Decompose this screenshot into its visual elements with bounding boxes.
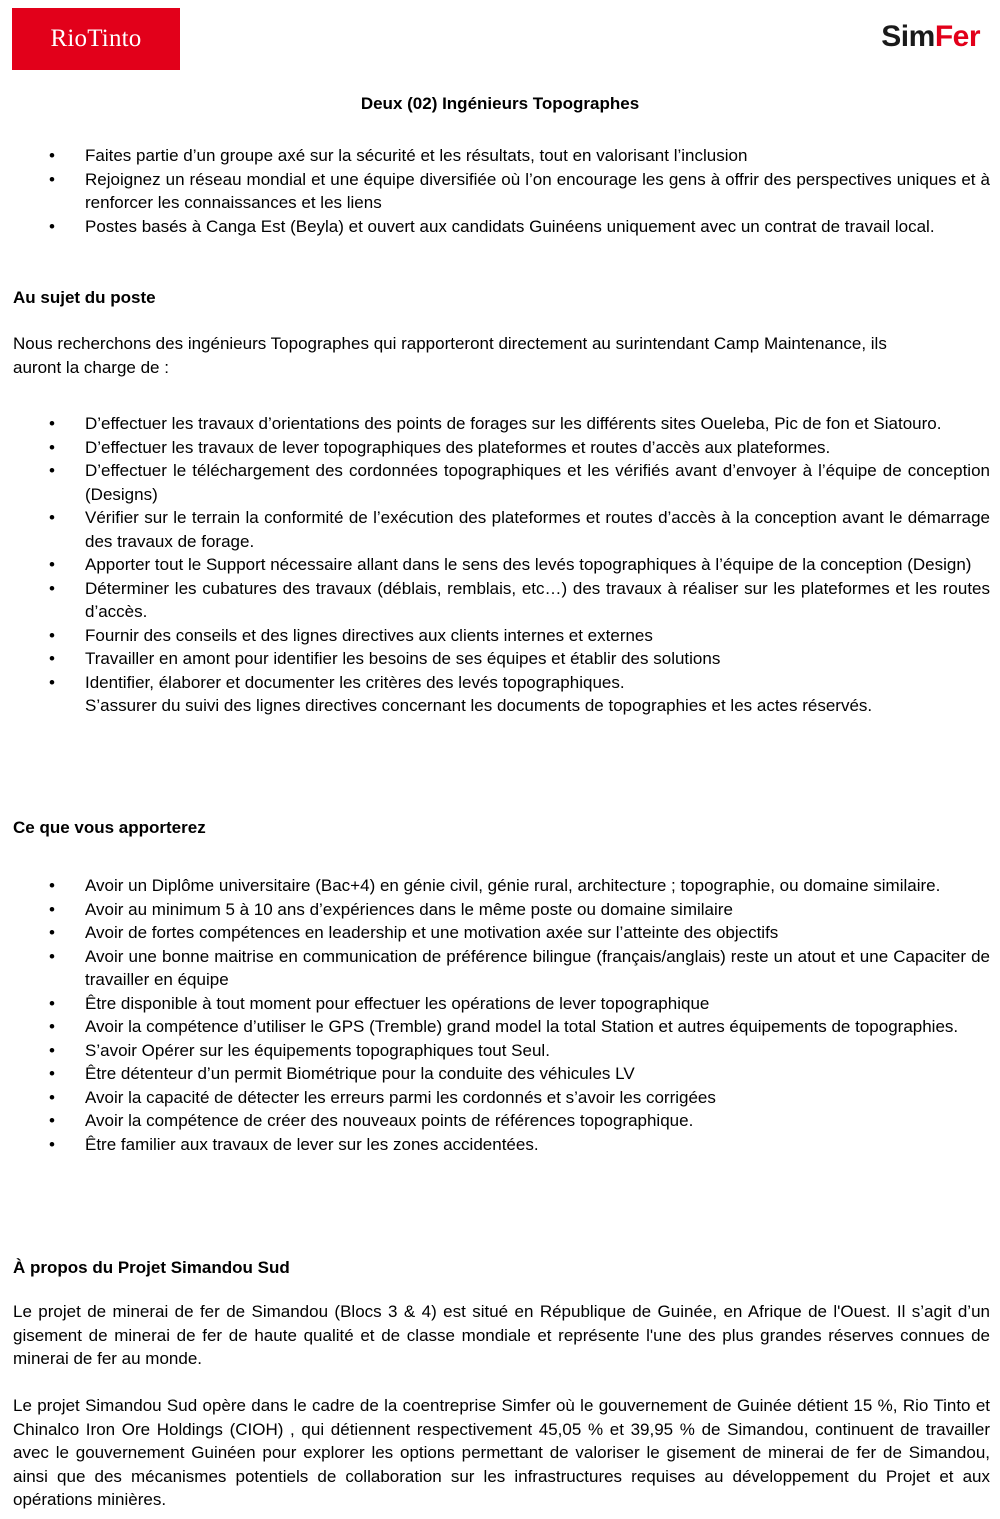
- poste-bullet-list: [13, 412, 990, 718]
- apport-bullet: • S’avoir Opérer sur les équipements topographiques tout Seul.: [13, 1039, 990, 1063]
- section-heading-projet: À propos du Projet Simandou Sud: [13, 1258, 290, 1277]
- intro-bullet: • Faites partie d’un groupe axé sur la sécurité et les résultats, tout en valorisant l’inclusion: [13, 144, 990, 168]
- simfer-logo-fer: Fer: [934, 20, 980, 53]
- apport-bullet: • Être disponible à tout moment pour effectuer les opérations de lever topographique: [13, 992, 990, 1016]
- poste-bullet: • Vérifier sur le terrain la conformité de l’exécution des plateformes et routes d’accès à la conception avant le démarrage des travaux de forage.: [13, 506, 990, 553]
- poste-bullet-text: Identifier, élaborer et documenter les critères des levés topographiques.: [85, 672, 625, 692]
- apport-bullet: • Avoir de fortes compétences en leadership et une motivation axée sur l’atteinte des objectifs: [13, 921, 990, 945]
- apport-bullet: • Avoir la capacité de détecter les erreurs parmi les cordonnés et s’avoir les corrigées: [13, 1086, 990, 1110]
- intro-bullet-list: [13, 144, 990, 238]
- apport-bullet: • Avoir un Diplôme universitaire (Bac+4) en génie civil, génie rural, architecture ; topographie, ou domaine similaire.: [13, 874, 990, 898]
- apport-bullet: • Avoir la compétence d’utiliser le GPS (Tremble) grand model la total Station et autres équipements de topographies.: [13, 1015, 990, 1039]
- poste-bullet-continuation: S’assurer du suivi des lignes directives concernant les documents de topographies et les actes réservés.: [85, 696, 873, 715]
- poste-bullet: • Déterminer les cubatures des travaux (déblais, remblais, etc…) des travaux à réaliser sur les plateformes et les routes d’accès.: [13, 577, 990, 624]
- apport-bullet: • Avoir la compétence de créer des nouveaux points de références topographique.: [13, 1109, 990, 1133]
- poste-intro: Nous recherchons des ingénieurs Topographes qui rapporteront directement au surintendant Camp Maintenance, ils auront la charge de :: [13, 334, 887, 377]
- projet-paragraph-2: Le projet Simandou Sud opère dans le cadre de la coentreprise Simfer où le gouvernement de Guinée détient 15 %, Rio Tinto et Chinalco Iron Ore Holdings (CIOH) , qui détiennent respectivement 45,05 % et 39,95 % de Simandou, continuent de travailler avec le gouvernement Guinéen pour explorer les options permettant de valoriser le gisement de minerai de fer de Simandou, ainsi que des mécanismes potentiels de collaboration sur les infrastructures requises au développement du Projet et aux opérations minières.: [13, 1396, 990, 1509]
- section-heading-apport: Ce que vous apporterez: [13, 818, 206, 837]
- poste-bullet-last: [13, 671, 990, 718]
- poste-bullet: • Apporter tout le Support nécessaire allant dans le sens des levés topographiques à l’équipe de la conception (Design): [13, 553, 990, 577]
- apport-bullet: • Avoir une bonne maitrise en communication de préférence bilingue (français/anglais) reste un atout et une Capaciter de travailler en équipe: [13, 945, 990, 992]
- intro-bullet: • Postes basés à Canga Est (Beyla) et ouvert aux candidats Guinéens uniquement avec un contrat de travail local.: [13, 215, 990, 239]
- apport-bullet-list: [13, 874, 990, 1156]
- apport-bullet: • Être détenteur d’un permit Biométrique pour la conduite des véhicules LV: [13, 1062, 990, 1086]
- apport-bullet: • Avoir au minimum 5 à 10 ans d’expériences dans le même poste ou domaine similaire: [13, 898, 990, 922]
- projet-paragraph-1: Le projet de minerai de fer de Simandou (Blocs 3 & 4) est situé en République de Guinée, en Afrique de l'Ouest. Il s’agit d’un gisement de minerai de fer de haute qualité et de classe mondiale et représente l'une des plus grandes réserves connues de minerai de fer au monde.: [13, 1302, 990, 1368]
- poste-bullet: • Travailler en amont pour identifier les besoins de ses équipes et établir des solutions: [13, 647, 990, 671]
- section-heading-poste: Au sujet du poste: [13, 288, 156, 307]
- intro-bullet: • Rejoignez un réseau mondial et une équipe diversifiée où l’on encourage les gens à offrir des perspectives uniques et à renforcer les connaissances et les liens: [13, 168, 990, 215]
- poste-bullet: • D’effectuer les travaux d’orientations des points de forages sur les différents sites Oueleba, Pic de fon et Siatouro.: [13, 412, 990, 436]
- simfer-logo: [881, 22, 980, 52]
- rio-tinto-logo-text: RioTinto: [50, 25, 142, 52]
- poste-bullet: • Fournir des conseils et des lignes directives aux clients internes et externes: [13, 624, 990, 648]
- poste-bullet: • D’effectuer les travaux de lever topographiques des plateformes et routes d’accès aux plateformes.: [13, 436, 990, 460]
- simfer-logo-sim: Sim: [881, 20, 935, 53]
- apport-bullet: • Être familier aux travaux de lever sur les zones accidentées.: [13, 1133, 990, 1157]
- rio-tinto-logo: [12, 8, 180, 70]
- poste-bullet: • D’effectuer le téléchargement des cordonnées topographiques et les vérifiés avant d’envoyer à l’équipe de conception (Designs): [13, 459, 990, 506]
- document-title: Deux (02) Ingénieurs Topographes: [360, 94, 640, 113]
